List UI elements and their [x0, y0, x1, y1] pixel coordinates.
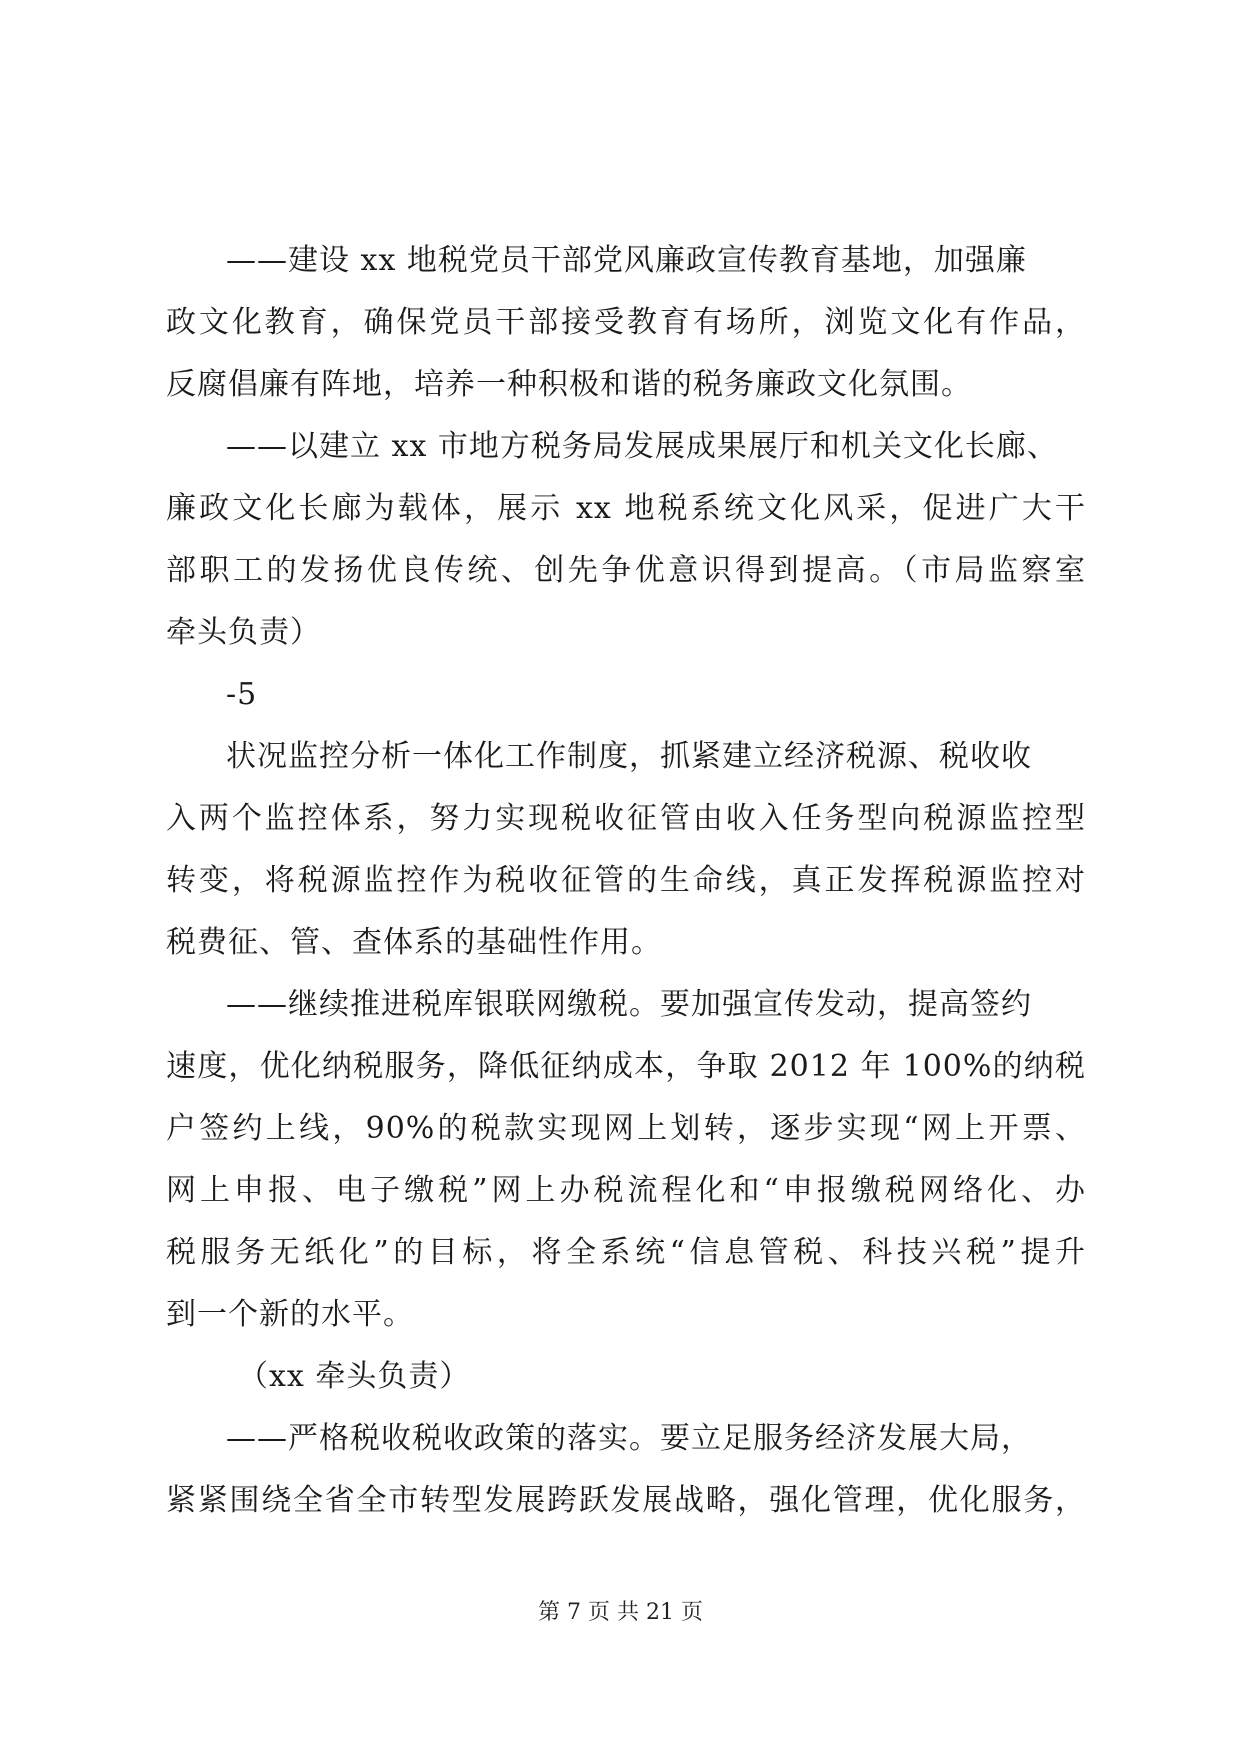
paragraph-line: ——以建立 xx 市地方税务局发展成果展厅和机关文化长廊、: [226, 429, 1058, 464]
page-number-footer: 第 7 页 共 21 页: [538, 1600, 703, 1625]
body-text: [166, 230, 1086, 1532]
paragraph-line: 速度，优化纳税服务，降低征纳成本，争取 2012 年 100%的纳税: [166, 1049, 1086, 1084]
paragraph-line: 部职工的发扬优良传统、创先争优意识得到提高。（市局监察室: [166, 553, 1086, 588]
paragraph-line: 税费征、管、查体系的基础性作用。: [166, 925, 662, 960]
paragraph-line: 政文化教育，确保党员干部接受教育有场所，浏览文化有作品，: [166, 305, 1086, 340]
paragraph-line: （xx 牵头负责）: [238, 1359, 471, 1394]
paragraph-line: 网上申报、电子缴税”网上办税流程化和“申报缴税网络化、办: [166, 1173, 1086, 1208]
paragraph-line: 反腐倡廉有阵地，培养一种积极和谐的税务廉政文化氛围。: [166, 367, 972, 402]
paragraph-line: ——继续推进税库银联网缴税。要加强宣传发动，提高签约: [226, 987, 1032, 1022]
paragraph-line: 入两个监控体系，努力实现税收征管由收入任务型向税源监控型: [166, 801, 1086, 836]
paragraph-line: 到一个新的水平。: [166, 1297, 414, 1332]
paragraph-line: ——建设 xx 地税党员干部党风廉政宣传教育基地，加强廉: [226, 243, 1027, 278]
paragraph-line: 转变，将税源监控作为税收征管的生命线，真正发挥税源监控对: [166, 863, 1086, 898]
paragraph-line: 户签约上线，90%的税款实现网上划转，逐步实现“网上开票、: [166, 1111, 1086, 1146]
paragraph-line: 牵头负责）: [166, 615, 321, 650]
paragraph-line: 廉政文化长廊为载体，展示 xx 地税系统文化风采，促进广大干: [166, 491, 1086, 526]
paragraph-line: ——严格税收税收政策的落实。要立足服务经济发展大局，: [226, 1421, 1032, 1456]
paragraph-line: 状况监控分析一体化工作制度，抓紧建立经济税源、税收收: [226, 739, 1032, 774]
paragraph-line: 紧紧围绕全省全市转型发展跨跃发展战略，强化管理，优化服务，: [166, 1483, 1086, 1518]
paragraph-line: 税服务无纸化”的目标，将全系统“信息管税、科技兴税”提升: [166, 1235, 1086, 1270]
page-marker: -5: [226, 677, 258, 712]
